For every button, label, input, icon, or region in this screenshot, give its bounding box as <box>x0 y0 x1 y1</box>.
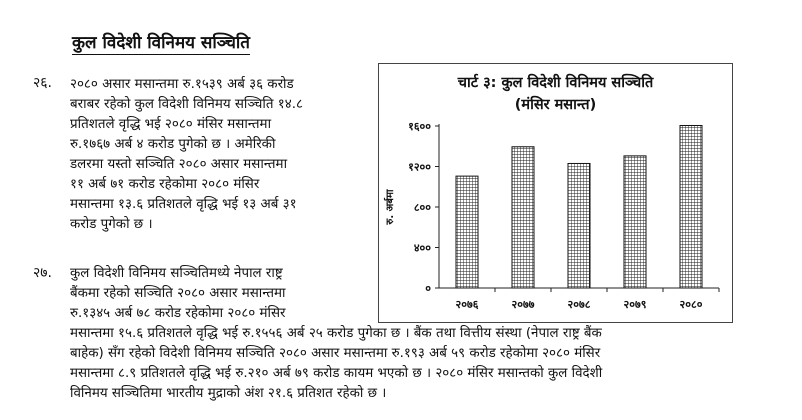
paragraph-line: रु.१७६७ अर्ब ४ करोड पुगेको छ । अमेरिकी <box>70 137 276 152</box>
chart-subtitle: (मंसिर मसान्त) <box>514 97 597 113</box>
section-heading: कुल विदेशी विनिमय सञ्चिति <box>72 30 250 55</box>
paragraph-line: प्रतिशतले वृद्धि भई २०८० मंसिर मसान्तमा <box>70 117 272 132</box>
y-tick-label: ० <box>425 282 431 295</box>
y-tick-label: ८०० <box>413 201 431 214</box>
paragraph-line: ११ अर्ब ७१ करोड रहेकोमा २०८० मंसिर <box>70 177 260 192</box>
paragraph-line: बैंकमा रहेको सञ्चिति २०८० असार मसान्तमा <box>70 286 286 301</box>
x-tick-label: २०७६ <box>455 298 479 311</box>
paragraph-line: २०८० असार मसान्तमा रु.१५३९ अर्ब ३६ करोड <box>70 77 294 92</box>
bar <box>456 176 478 288</box>
paragraph-line: बराबर रहेको कुल विदेशी विनिमय सञ्चिति १४.८ <box>70 97 303 112</box>
y-axis-label: रु. अर्बमा <box>385 189 396 225</box>
paragraph-line: डलरमा यस्तो सञ्चिति २०८० असार मसान्तमा <box>70 157 288 172</box>
paragraph-line: रु.१३४५ अर्ब ७८ करोड रहेकोमा २०८० मंसिर <box>70 306 286 321</box>
y-tick-label: १२०० <box>408 160 431 174</box>
y-tick-label: ४०० <box>413 241 431 255</box>
paragraph-line: मसान्तमा १३.६ प्रतिशतले वृद्धि भई १३ अर्ब ३१ <box>70 197 297 212</box>
chart-title: चार्ट ३: कुल विदेशी विनिमय सञ्चिति <box>457 75 654 91</box>
paragraph-line: मसान्तमा ८.९ प्रतिशतले वृद्धि भई रु.२१० अर्ब ७९ करोड कायम भएको छ । २०८० मंसिर मसान्तको कुल विदेशी <box>70 366 603 381</box>
bar-chart <box>379 64 732 322</box>
paragraph-line: मसान्तमा १५.६ प्रतिशतले वृद्धि भई रु.१५५६ अर्ब २५ करोड पुगेका छ । बैंक तथा वित्तीय संस्था (नेपाल राष्ट्र बैंक <box>70 326 602 341</box>
paragraph-line: कुल विदेशी विनिमय सञ्चितिमध्ये नेपाल राष्ट्र <box>70 266 283 281</box>
x-tick-label: २०७८ <box>567 298 591 311</box>
bar <box>568 163 590 288</box>
paragraph-line: बाहेक) सँग रहेको विदेशी विनिमय सञ्चिति २०८० असार मसान्तमा रु.१९३ अर्ब ५९ करोड रहेकोमा २०८० मंसिर <box>70 346 601 361</box>
paragraph-number: २७. <box>33 265 53 281</box>
chart-container <box>378 63 733 323</box>
bar <box>624 156 646 288</box>
paragraph-number: २६. <box>33 75 53 91</box>
paragraph-line: करोड पुगेको छ । <box>70 217 153 232</box>
x-tick-label: २०८० <box>679 298 703 311</box>
y-tick-label: १६०० <box>408 120 431 133</box>
bar <box>680 125 702 288</box>
x-tick-label: २०७९ <box>623 298 647 311</box>
paragraph-line: विनिमय सञ्चितिमा भारतीय मुद्राको अंश २१.६ प्रतिशत रहेको छ । <box>70 386 387 401</box>
x-tick-label: २०७७ <box>511 298 535 311</box>
bar <box>512 147 534 288</box>
